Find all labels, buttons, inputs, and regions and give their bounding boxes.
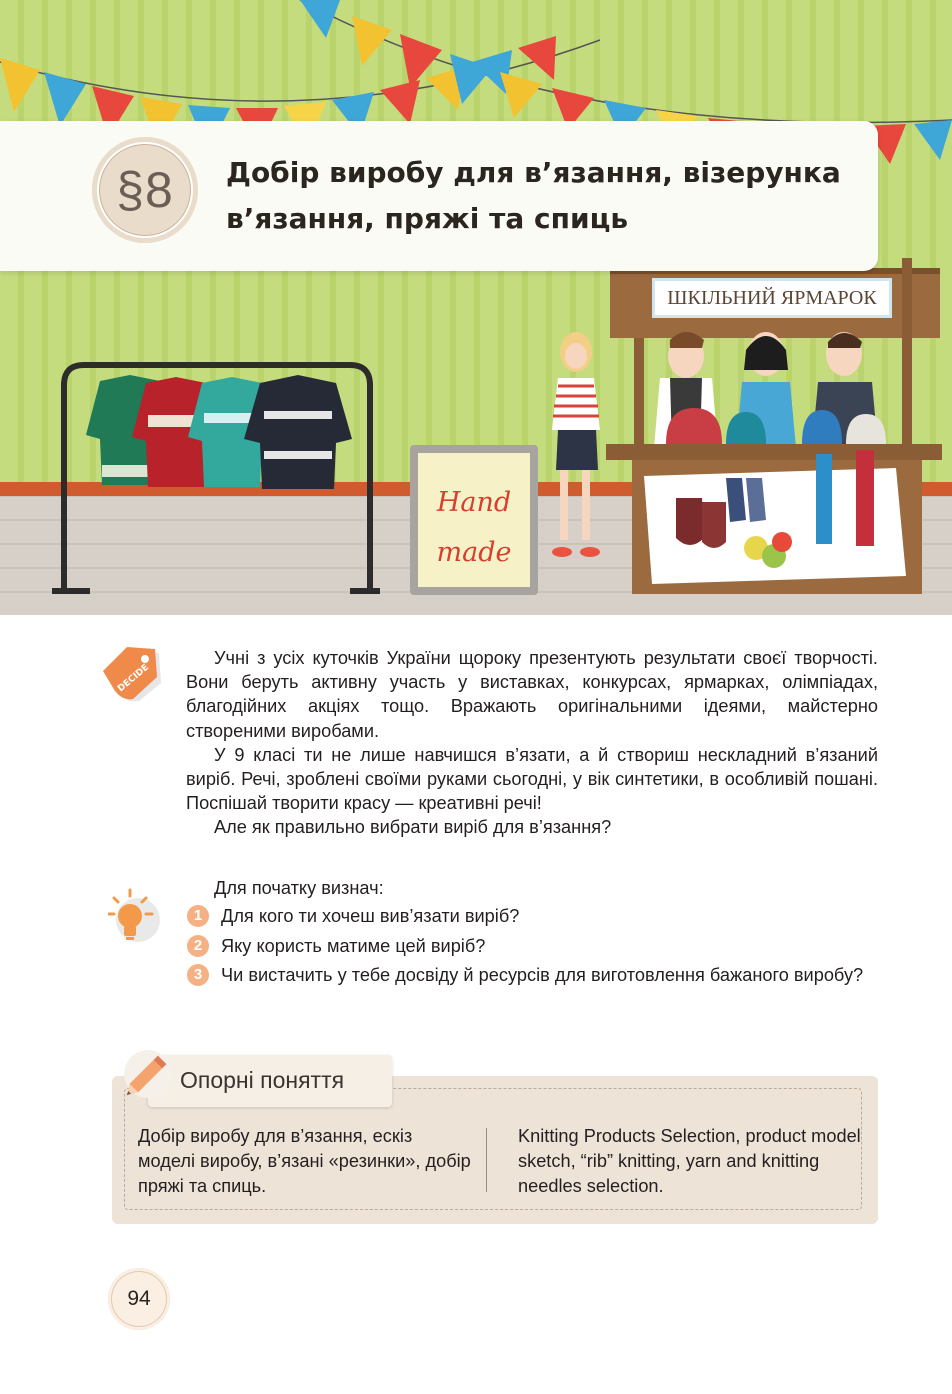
question-text: Яку користь матиме цей виріб? bbox=[221, 935, 486, 956]
key-concepts-en: Knitting Products Selection, product model sketch, “rib” knitting, yarn and knitting needles selection. bbox=[518, 1126, 861, 1196]
intro-paragraph: Але як правильно вибрати виріб для в’язання? bbox=[214, 817, 612, 838]
page-title: Добір виробу для в’язання, візерунка в’язання, пряжі та спиць bbox=[226, 156, 841, 235]
list-item bbox=[186, 904, 886, 929]
list-item bbox=[186, 963, 886, 988]
list-item bbox=[186, 934, 886, 959]
section-badge bbox=[92, 137, 198, 243]
number-badge: 2 bbox=[187, 935, 209, 957]
svg-text:DECIDE: DECIDE bbox=[116, 662, 152, 695]
key-concepts-uk: Добір виробу для в’язання, ескіз моделі виробу, в’язані «резинки», добір пряжі та спиць. bbox=[138, 1126, 471, 1196]
lightbulb-icon bbox=[108, 888, 162, 948]
column-divider bbox=[486, 1128, 487, 1192]
question-text: Для кого ти хочеш вив’язати виріб? bbox=[221, 906, 520, 926]
questions-lead: Для початку визнач: bbox=[214, 878, 384, 898]
intro-paragraph: Учні з усіх куточків України щороку презентують результати своєї творчості. Вони беруть активну участь у виставках, конкурсах, ярмарках, олімпіадах, благодійних акціях тощо. Вражають оригінальними ідеями, майстерно створеними виробами. bbox=[186, 648, 878, 741]
intro-paragraph: У 9 класі ти не лише навчишся в’язати, а й створиш нескладний в’язаний виріб. Речі, зроблені своїми руками сьогодні, у вік синтетики, в особливій пошані. Поспішай творити красу — креативні речі! bbox=[186, 744, 878, 814]
pencil-icon bbox=[118, 1046, 176, 1102]
clothes-rack bbox=[50, 355, 380, 595]
number-badge: 1 bbox=[187, 905, 209, 927]
mitten-icon bbox=[676, 498, 726, 548]
key-concepts-heading: Опорні поняття bbox=[180, 1067, 345, 1093]
questions-list bbox=[186, 904, 886, 993]
decide-tag-icon bbox=[99, 643, 165, 703]
girl-figure bbox=[536, 330, 616, 565]
question-text: Чи вистачить у тебе досвіду й ресурсів для виготовлення бажаного виробу? bbox=[221, 965, 864, 985]
fair-sign: ШКІЛЬНИЙ ЯРМАРОК bbox=[652, 278, 892, 318]
page-number: 94 bbox=[108, 1268, 170, 1330]
intro-text bbox=[186, 646, 878, 840]
hero-illustration bbox=[0, 0, 952, 615]
section-number: §8 bbox=[116, 162, 174, 218]
handmade-sign-text: Hand made bbox=[436, 487, 512, 568]
number-badge: 3 bbox=[187, 964, 209, 986]
